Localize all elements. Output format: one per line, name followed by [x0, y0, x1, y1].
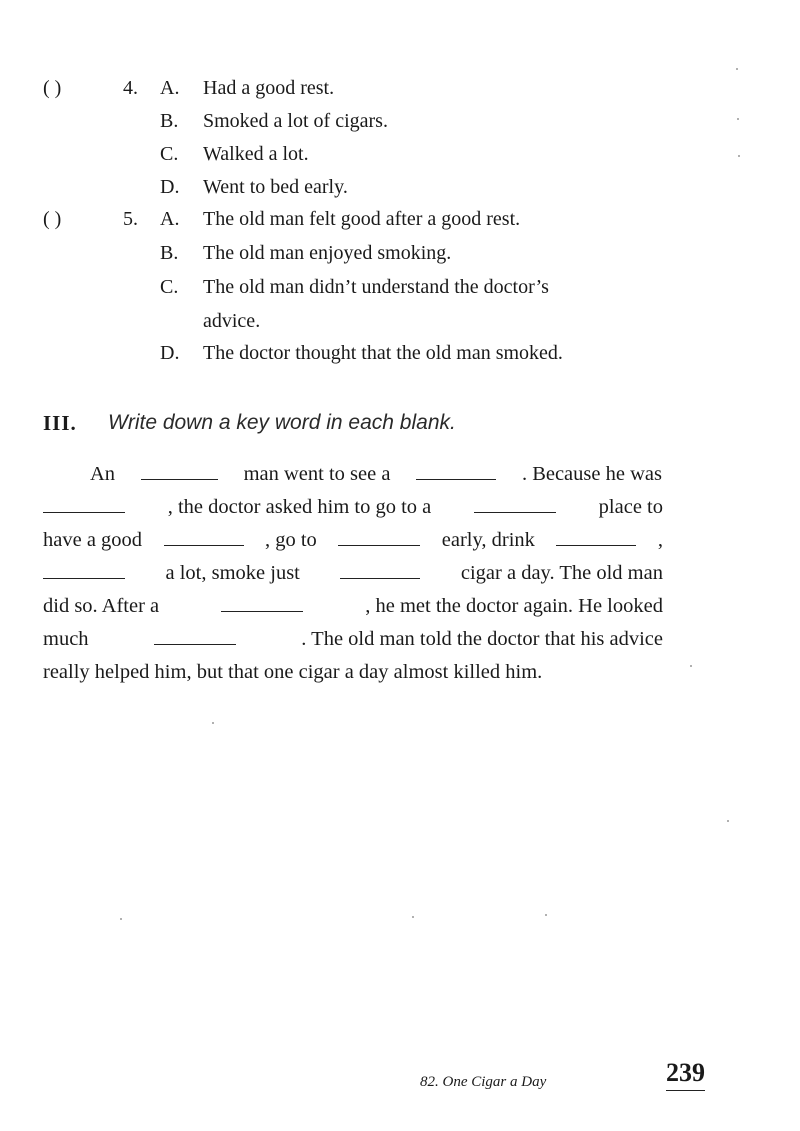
- scan-speck: [727, 820, 729, 822]
- option-text-q5-c-line1: The old man didn’t understand the doctor’s: [203, 276, 549, 298]
- scan-speck: [736, 68, 738, 70]
- option-text-q4-a: Had a good rest.: [203, 77, 335, 99]
- passage-text: really helped him, but that one cigar a day almost killed him.: [43, 661, 543, 683]
- option-letter: C.: [160, 143, 179, 165]
- blank-input[interactable]: [416, 463, 496, 480]
- blank-input[interactable]: [556, 529, 636, 546]
- option-text-q5-c-line2: advice.: [203, 310, 261, 332]
- passage-line-4: [43, 562, 663, 585]
- scan-speck: [412, 916, 414, 918]
- blank-input[interactable]: [43, 562, 125, 579]
- option-text-q4-c: Walked a lot.: [203, 143, 309, 165]
- blank-input[interactable]: [340, 562, 420, 579]
- passage-line-6: [43, 628, 663, 651]
- passage-line-1: [90, 463, 662, 486]
- passage-text: ,: [657, 529, 663, 551]
- option-text-q5-c: [203, 276, 660, 299]
- option-text-q5-a: The old man felt good after a good rest.: [203, 208, 521, 230]
- option-letter: A.: [160, 77, 180, 99]
- passage-text: place to: [598, 496, 663, 518]
- section-number: III.: [43, 411, 77, 435]
- passage-text: did so. After a: [43, 595, 160, 617]
- passage-text: , go to: [264, 529, 317, 551]
- passage-text: man went to see a: [243, 463, 391, 485]
- scan-speck: [690, 665, 692, 667]
- option-letter: D.: [160, 342, 180, 364]
- page-number: 239: [666, 1058, 705, 1091]
- blank-input[interactable]: [221, 595, 303, 612]
- answer-paren-q4[interactable]: ( ): [43, 77, 62, 99]
- option-text-q5-b: The old man enjoyed smoking.: [203, 242, 452, 264]
- scan-speck: [737, 118, 739, 120]
- passage-line-2: [43, 496, 663, 519]
- passage-text: cigar a day. The old man: [460, 562, 663, 584]
- option-text-q5-d: The doctor thought that the old man smoked.: [203, 342, 563, 364]
- passage-line-5: [43, 595, 663, 618]
- scan-speck: [545, 914, 547, 916]
- option-letter: C.: [160, 276, 179, 298]
- passage-text: , the doctor asked him to go to a: [167, 496, 432, 518]
- scan-speck: [120, 918, 122, 920]
- section-title: Write down a key word in each blank.: [108, 411, 456, 434]
- answer-paren-q5[interactable]: ( ): [43, 208, 62, 230]
- passage-text: early, drink: [441, 529, 535, 551]
- passage-text: much: [43, 628, 89, 650]
- option-letter: A.: [160, 208, 180, 230]
- blank-input[interactable]: [474, 496, 556, 513]
- blank-input[interactable]: [164, 529, 244, 546]
- blank-input[interactable]: [43, 496, 125, 513]
- running-footer-caption: 82. One Cigar a Day: [420, 1074, 547, 1090]
- option-letter: B.: [160, 110, 179, 132]
- passage-text: . Because he was: [521, 463, 662, 485]
- passage-text: , he met the doctor again. He looked: [365, 595, 663, 617]
- option-text-q4-b: Smoked a lot of cigars.: [203, 110, 388, 132]
- option-letter: B.: [160, 242, 179, 264]
- scan-speck: [212, 722, 214, 724]
- passage-line-7: [43, 661, 663, 684]
- blank-input[interactable]: [154, 628, 236, 645]
- blank-input[interactable]: [338, 529, 420, 546]
- option-text-q4-d: Went to bed early.: [203, 176, 348, 198]
- passage-line-3: [43, 529, 663, 552]
- scan-speck: [738, 155, 740, 157]
- blank-input[interactable]: [141, 463, 218, 480]
- passage-text: a lot, smoke just: [165, 562, 300, 584]
- question-number-q4: 4.: [123, 77, 138, 99]
- passage-text: An: [90, 463, 116, 485]
- question-number-q5: 5.: [123, 208, 138, 230]
- passage-text: have a good: [43, 529, 143, 551]
- option-letter: D.: [160, 176, 180, 198]
- passage-text: . The old man told the doctor that his advice: [301, 628, 663, 650]
